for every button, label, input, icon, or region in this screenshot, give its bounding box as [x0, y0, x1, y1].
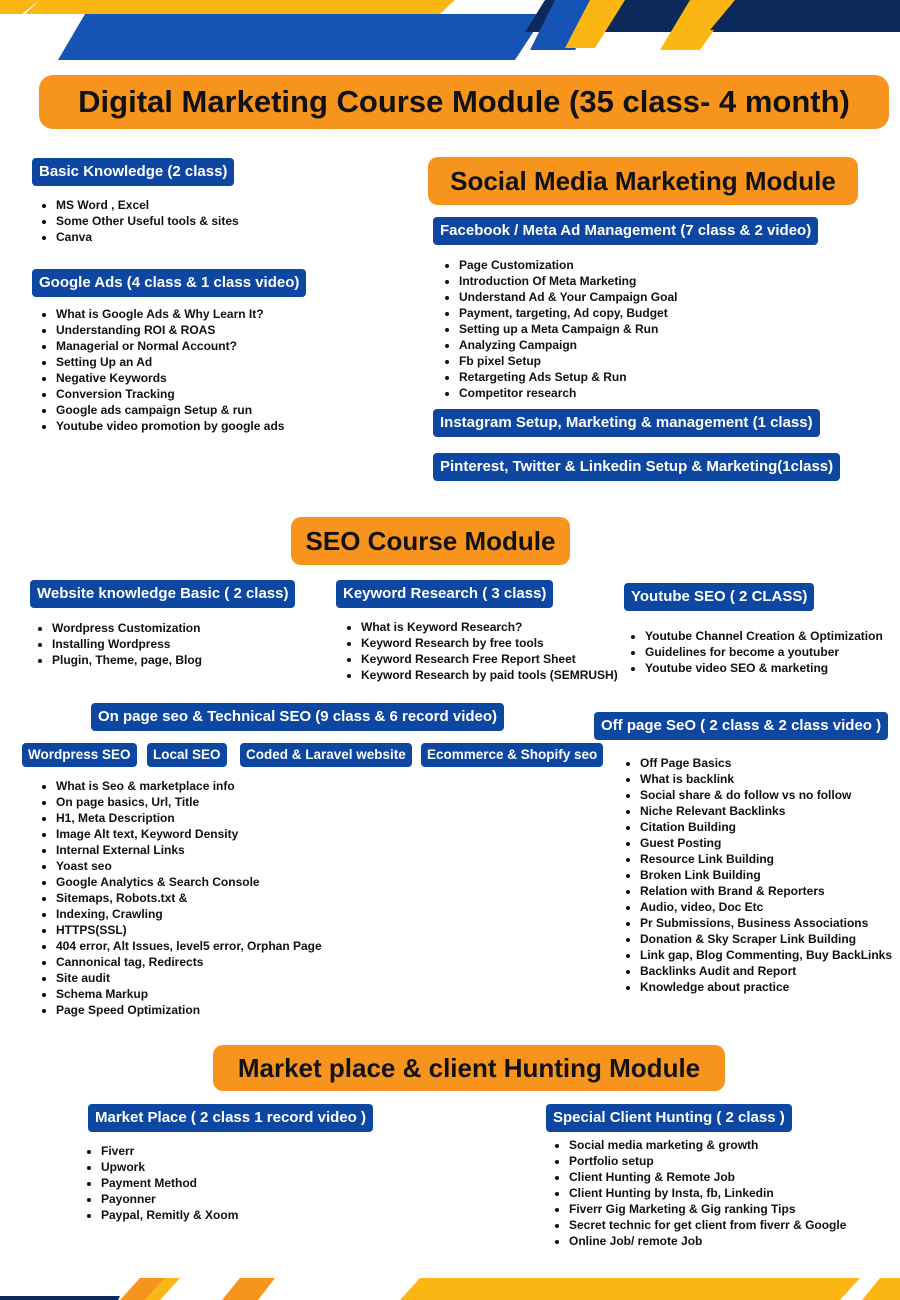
basic-knowledge-heading: Basic Knowledge (2 class) [32, 158, 234, 186]
facebook-heading: Facebook / Meta Ad Management (7 class & 2 video) [433, 217, 818, 245]
facebook-list [437, 257, 677, 401]
list-item: • Youtube video promotion by google ads [56, 418, 284, 434]
list-item: • Understanding ROI & ROAS [56, 322, 284, 338]
list-item: • Niche Relevant Backlinks [640, 803, 892, 819]
tag-local-seo: Local SEO [147, 743, 227, 767]
list-item: • MS Word , Excel [56, 197, 239, 213]
list-item: • Fb pixel Setup [459, 353, 677, 369]
offpage-seo-list [618, 755, 892, 995]
list-item: • Conversion Tracking [56, 386, 284, 402]
google-ads-heading: Google Ads (4 class & 1 class video) [32, 269, 306, 297]
list-item: • Citation Building [640, 819, 892, 835]
list-item: • Social media marketing & growth [569, 1137, 846, 1153]
list-item: • Setting Up an Ad [56, 354, 284, 370]
list-item: • Understand Ad & Your Campaign Goal [459, 289, 677, 305]
basic-knowledge-list [34, 197, 239, 245]
tag-ecommerce-shopify: Ecommerce & Shopify seo [421, 743, 603, 767]
list-item: • Managerial or Normal Account? [56, 338, 284, 354]
list-item: • Installing Wordpress [52, 636, 202, 652]
tag-coded-laravel: Coded & Laravel website [240, 743, 412, 767]
list-item: • Site audit [56, 970, 322, 986]
list-item: • H1, Meta Description [56, 810, 322, 826]
list-item: • Guest Posting [640, 835, 892, 851]
list-item: • Introduction Of Meta Marketing [459, 273, 677, 289]
list-item: • Fiverr [101, 1143, 238, 1159]
list-item: • Knowledge about practice [640, 979, 892, 995]
list-item: • Negative Keywords [56, 370, 284, 386]
list-item: • Fiverr Gig Marketing & Gig ranking Tips [569, 1201, 846, 1217]
list-item: • Page Customization [459, 257, 677, 273]
list-item: • Relation with Brand & Reporters [640, 883, 892, 899]
list-item: • Image Alt text, Keyword Density [56, 826, 322, 842]
bottom-decoration [0, 1278, 900, 1300]
youtube-seo-heading: Youtube SEO ( 2 CLASS) [624, 583, 814, 611]
website-knowledge-heading: Website knowledge Basic ( 2 class) [30, 580, 295, 608]
page-title: Digital Marketing Course Module (35 class- 4 month) [39, 75, 889, 129]
list-item: • Keyword Research by free tools [361, 635, 618, 651]
list-item: • Paypal, Remitly & Xoom [101, 1207, 238, 1223]
list-item: • Resource Link Building [640, 851, 892, 867]
onpage-seo-list [34, 778, 322, 1018]
list-item: • Retargeting Ads Setup & Run [459, 369, 677, 385]
list-item: • Social share & do follow vs no follow [640, 787, 892, 803]
list-item: • Internal External Links [56, 842, 322, 858]
keyword-research-heading: Keyword Research ( 3 class) [336, 580, 553, 608]
list-item: • What is Google Ads & Why Learn It? [56, 306, 284, 322]
list-item: • Client Hunting & Remote Job [569, 1169, 846, 1185]
list-item: • Guidelines for become a youtuber [645, 644, 883, 660]
list-item: • Payment Method [101, 1175, 238, 1191]
list-item: • Youtube video SEO & marketing [645, 660, 883, 676]
google-ads-list [34, 306, 284, 434]
list-item: • What is backlink [640, 771, 892, 787]
keyword-research-list [339, 619, 618, 683]
list-item: • Wordpress Customization [52, 620, 202, 636]
instagram-heading: Instagram Setup, Marketing & management (1 class) [433, 409, 820, 437]
list-item: • Payment, targeting, Ad copy, Budget [459, 305, 677, 321]
list-item: • Secret technic for get client from fiverr & Google [569, 1217, 846, 1233]
market-place-list [79, 1143, 238, 1223]
list-item: • Payonner [101, 1191, 238, 1207]
list-item: • Some Other Useful tools & sites [56, 213, 239, 229]
seo-heading: SEO Course Module [291, 517, 570, 565]
list-item: • Yoast seo [56, 858, 322, 874]
list-item: • Client Hunting by Insta, fb, Linkedin [569, 1185, 846, 1201]
youtube-seo-list [623, 628, 883, 676]
list-item: • Sitemaps, Robots.txt & [56, 890, 322, 906]
list-item: • Pr Submissions, Business Associations [640, 915, 892, 931]
client-hunting-list [547, 1137, 846, 1249]
client-hunting-heading: Special Client Hunting ( 2 class ) [546, 1104, 792, 1132]
list-item: • Off Page Basics [640, 755, 892, 771]
tag-wordpress-seo: Wordpress SEO [22, 743, 137, 767]
list-item: • Canva [56, 229, 239, 245]
list-item: • What is Keyword Research? [361, 619, 618, 635]
list-item: • Competitor research [459, 385, 677, 401]
list-item: • Google ads campaign Setup & run [56, 402, 284, 418]
list-item: • Schema Markup [56, 986, 322, 1002]
list-item: • Keyword Research Free Report Sheet [361, 651, 618, 667]
list-item: • Donation & Sky Scraper Link Building [640, 931, 892, 947]
list-item: • On page basics, Url, Title [56, 794, 322, 810]
list-item: • Cannonical tag, Redirects [56, 954, 322, 970]
list-item: • Keyword Research by paid tools (SEMRUSH) [361, 667, 618, 683]
list-item: • Audio, video, Doc Etc [640, 899, 892, 915]
list-item: • What is Seo & marketplace info [56, 778, 322, 794]
list-item: • Plugin, Theme, page, Blog [52, 652, 202, 668]
list-item: • Online Job/ remote Job [569, 1233, 846, 1249]
list-item: • Indexing, Crawling [56, 906, 322, 922]
list-item: • Google Analytics & Search Console [56, 874, 322, 890]
list-item: • Analyzing Campaign [459, 337, 677, 353]
list-item: • HTTPS(SSL) [56, 922, 322, 938]
pinterest-heading: Pinterest, Twitter & Linkedin Setup & Marketing(1class) [433, 453, 840, 481]
social-media-heading: Social Media Marketing Module [428, 157, 858, 205]
list-item: • Link gap, Blog Commenting, Buy BackLinks [640, 947, 892, 963]
top-decoration [0, 0, 900, 62]
market-place-heading: Market Place ( 2 class 1 record video ) [88, 1104, 373, 1132]
market-heading: Market place & client Hunting Module [213, 1045, 725, 1091]
list-item: • Upwork [101, 1159, 238, 1175]
website-knowledge-list [30, 620, 202, 668]
list-item: • Portfolio setup [569, 1153, 846, 1169]
list-item: • Page Speed Optimization [56, 1002, 322, 1018]
list-item: • 404 error, Alt Issues, level5 error, Orphan Page [56, 938, 322, 954]
offpage-seo-heading: Off page SeO ( 2 class & 2 class video ) [594, 712, 888, 740]
list-item: • Youtube Channel Creation & Optimization [645, 628, 883, 644]
list-item: • Setting up a Meta Campaign & Run [459, 321, 677, 337]
list-item: • Backlinks Audit and Report [640, 963, 892, 979]
onpage-seo-heading: On page seo & Technical SEO (9 class & 6 record video) [91, 703, 504, 731]
list-item: • Broken Link Building [640, 867, 892, 883]
